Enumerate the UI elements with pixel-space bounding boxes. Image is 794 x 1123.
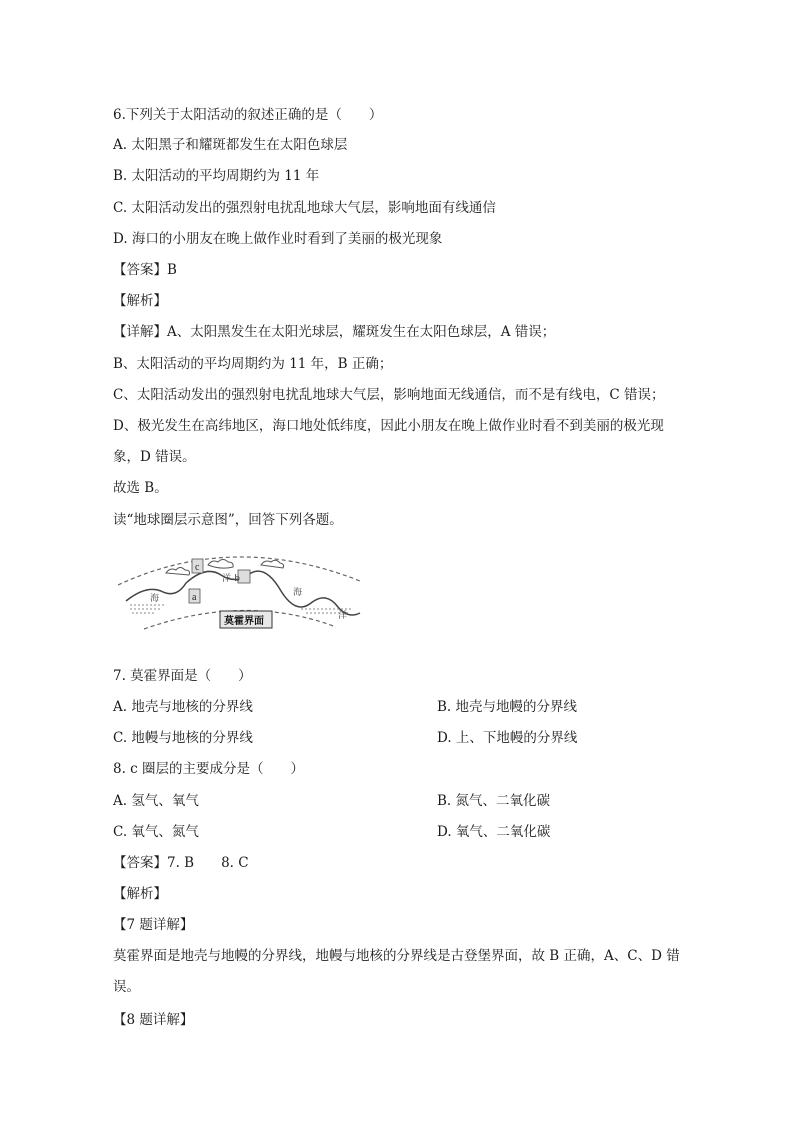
label-ocean-right: 洋 [338, 611, 348, 621]
earth-layers-figure [116, 543, 364, 633]
analysis-7-8-heading: 【解析】 [113, 886, 167, 902]
q8-stem: 8. c 圈层的主要成分是（ ） [113, 761, 305, 777]
q6-option-a: A. 太阳黑子和耀斑都发生在太阳色球层 [113, 137, 348, 153]
q6-option-c: C. 太阳活动发出的强烈射电扰乱地球大气层，影响地面有线通信 [113, 200, 496, 216]
q8-option-b: B. 氮气、二氧化碳 [437, 793, 551, 809]
q8-option-c: C. 氧气、氮气 [113, 824, 199, 840]
q6-analysis-heading: 【解析】 [113, 293, 167, 309]
cloud-3 [261, 560, 284, 568]
q6-conclusion: 故选 B。 [113, 480, 168, 496]
q8-detail-heading: 【8 题详解】 [113, 1012, 194, 1028]
q6-detail-5: 象，D 错误。 [113, 449, 196, 465]
q6-detail-4: D、极光发生在高纬地区，海口地处低纬度，因此小朋友在晚上做作业时看不到美丽的极光现 [113, 418, 664, 434]
q7-option-b: B. 地壳与地幔的分界线 [437, 699, 578, 715]
q6-option-b: B. 太阳活动的平均周期约为 11 年 [113, 168, 320, 184]
q6-detail-2: B、太阳活动的平均周期约为 11 年，B 正确； [113, 356, 393, 372]
q6-answer: 【答案】B [113, 262, 177, 278]
cloud-2 [208, 560, 233, 569]
answers-7-8: 【答案】7. B 8. C [113, 855, 249, 871]
q7-option-a: A. 地壳与地核的分界线 [113, 699, 253, 715]
q6-stem: 6.下列关于太阳活动的叙述正确的是（ ） [113, 107, 383, 123]
label-sea-right: 海 [293, 588, 303, 598]
q7-option-c: C. 地幔与地核的分界线 [113, 730, 253, 746]
q7-stem: 7. 莫霍界面是（ ） [113, 668, 252, 684]
q6-detail-1: 【详解】A、太阳黑发生在太阳光球层，耀斑发生在太阳色球层，A 错误； [113, 324, 556, 340]
label-b: 洋-b [222, 574, 240, 584]
q7-detail-1: 莫霍界面是地壳与地幔的分界线，地幔与地核的分界线是古登堡界面，故 B 正确，A、C、D 错 [113, 948, 680, 964]
label-sea-left: 海 [150, 594, 160, 604]
q6-option-d: D. 海口的小朋友在晚上做作业时看到了美丽的极光现象 [113, 231, 443, 247]
label-moho: 莫霍界面 [224, 616, 264, 627]
cloud-1 [166, 568, 190, 576]
q7-detail-2: 误。 [113, 979, 140, 995]
q6-detail-3: C、太阳活动发出的强烈射电扰乱地球大气层，影响地面无线通信，而不是有线电，C 错误； [113, 387, 665, 403]
figure-intro: 读“地球圈层示意图”，回答下列各题。 [113, 512, 343, 528]
label-c: c [195, 562, 200, 573]
q7-detail-heading: 【7 题详解】 [113, 917, 194, 933]
label-a: a [192, 592, 197, 603]
q7-option-d: D. 上、下地幔的分界线 [437, 730, 578, 746]
q8-option-a: A. 氢气、氧气 [113, 793, 199, 809]
q8-option-d: D. 氧气、二氧化碳 [437, 824, 551, 840]
